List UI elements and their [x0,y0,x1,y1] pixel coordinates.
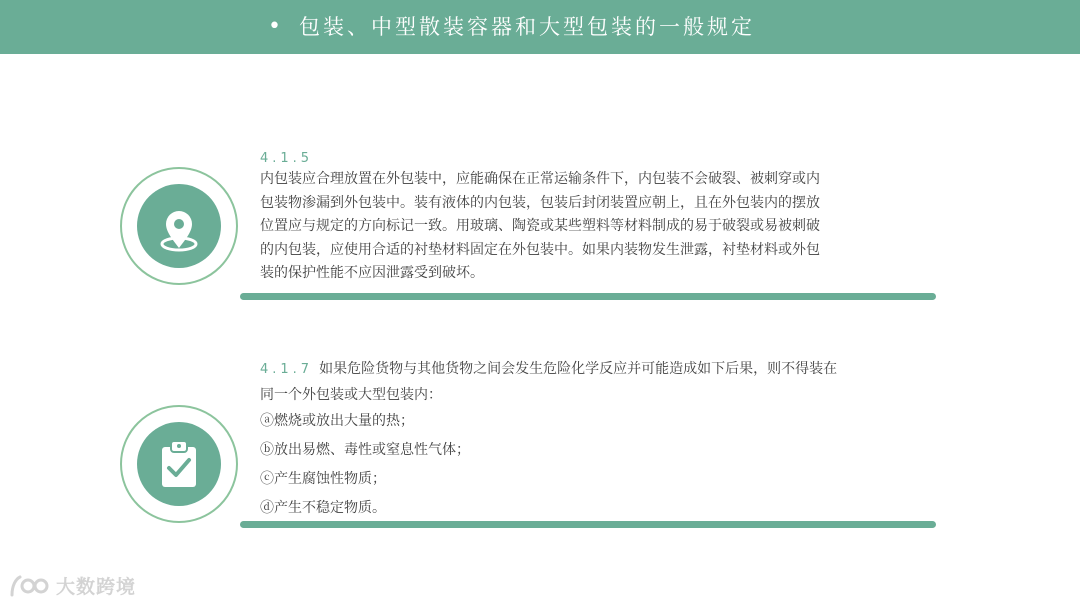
paragraph-line: 的内包装，应使用合适的衬垫材料固定在外包装中。如果内装物发生泄露，衬垫材料或外包 [260,241,820,258]
page-title: 包装、中型散装容器和大型包装的一般规定 [299,15,755,39]
clipboard-icon-circle [137,422,221,506]
list-item: ⓓ产生不稳定物质。 [260,500,386,516]
location-pin-icon [137,184,221,268]
location-icon-badge [120,167,238,285]
clipboard-icon-badge [120,405,238,523]
list-item: ⓒ产生腐蚀性物质； [260,471,386,487]
paragraph-line: 装的保护性能不应因泄露受到破坏。 [260,265,484,281]
section-4-1-5-text [260,168,820,286]
clipboard-check-icon [137,422,221,506]
list-item: ⓑ放出易燃、毒性或窒息性气体； [260,442,470,458]
section-divider [240,293,936,300]
watermark-logo-icon [8,573,50,599]
intro-text-1: 如果危险货物与其他货物之间会发生危险化学反应并可能造成如下后果，则不得装在 [319,361,838,377]
section-4-1-7-intro [260,358,837,406]
section-number-4-1-7: 4.1.7 [260,362,314,377]
intro-line-1 [260,358,837,382]
section-divider [240,521,936,528]
header-bullet: • [268,14,281,39]
intro-line-2: 同一个外包装或大型包装内： [260,386,442,403]
location-icon-circle [137,184,221,268]
paragraph-line: 内包装应合理放置在外包装中，应能确保在正常运输条件下，内包装不会破裂、被刺穿或内 [260,171,820,187]
section-number-4-1-5: 4.1.5 [260,151,314,166]
list-item: ⓐ燃烧或放出大量的热； [260,413,414,429]
paragraph-line: 包装物渗漏到外包装中。装有液体的内包装，包装后封闭装置应朝上，且在外包装内的摆放 [260,194,820,211]
header-bar [0,0,1080,54]
watermark-text: 大数跨境 [56,576,137,598]
paragraph-line: 位置应与规定的方向标记一致。用玻璃、陶瓷或某些塑料等材料制成的易于破裂或易被刺破 [260,218,820,234]
